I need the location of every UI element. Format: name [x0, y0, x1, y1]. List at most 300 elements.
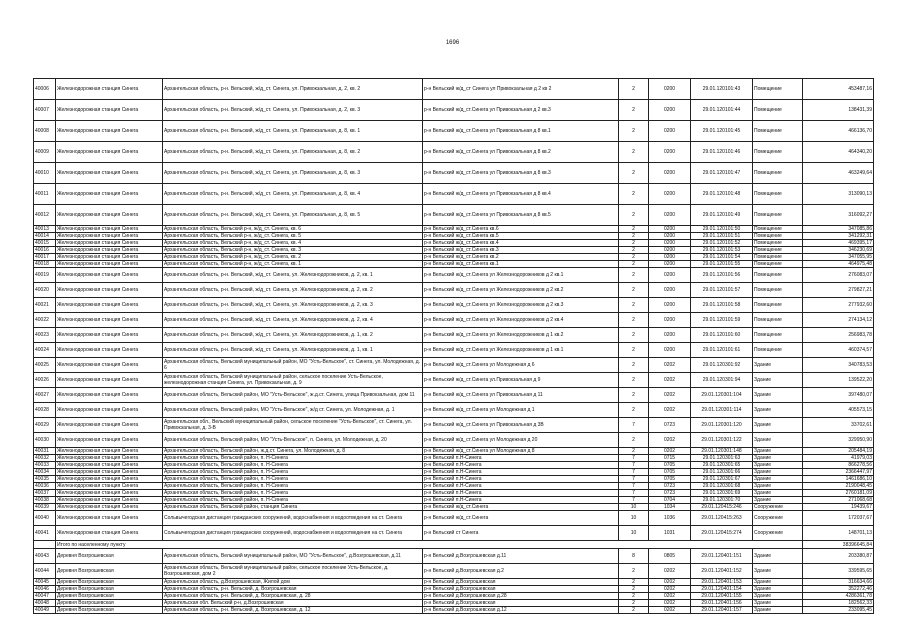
cell-cadastral-value: 182562,33 — [803, 600, 874, 607]
cell-object-name: Деревня Возгрошевская — [56, 600, 163, 607]
cell-row-number: 40019 — [34, 268, 56, 283]
cell-cadastral-number: 29.01.120101:60 — [691, 328, 753, 343]
cell-address: Архангельская область, Вельский район, п. Н-Синега — [163, 469, 423, 476]
cell-row-number: 40023 — [34, 328, 56, 343]
cell-object-name: Железнодорожная станция Синега — [56, 233, 163, 240]
table-row — [34, 328, 874, 343]
cell-address: Архангельская область, Вельский р-н, ж/д_ст. Синега, кв. 6 — [163, 226, 423, 233]
cell-cadastral-value: 271068,68 — [803, 497, 874, 504]
cell-code-subgroup: 0200 — [649, 247, 691, 254]
cell-code-subgroup: 1036 — [649, 511, 691, 526]
cell-code-subgroup: 0202 — [649, 579, 691, 586]
cell-cadastral-value: 352272,46 — [803, 586, 874, 593]
cell-address: Архангельская область, р-н. Вельский, ж/д_ст. Синега, ул. Железнодорожников, д. 2, кв. 4 — [163, 313, 423, 328]
cell-object-type: Помещение — [753, 268, 803, 283]
cell-code-group: 2 — [619, 403, 649, 418]
table-row — [34, 283, 874, 298]
cell-code-group: 2 — [619, 373, 649, 388]
cell-address-short: р-н Вельский ж/д_ст.Синега ул Привокзальная д 8 кв.4 — [423, 184, 619, 205]
cell-code-group: 2 — [619, 205, 649, 226]
cell-cadastral-value: 346230,69 — [803, 247, 874, 254]
cell-address: Архангельская область, р-н. Вельский, ж/д_ст. Синега, ул. Железнодорожников, д. 1, кв. 1 — [163, 343, 423, 358]
cell-object-name: Деревня Возгрошевская — [56, 586, 163, 593]
cell-code-group: 2 — [619, 448, 649, 455]
cell-object-type: Здание — [753, 455, 803, 462]
table-row — [34, 254, 874, 261]
cell-object-name: Деревня Возгрошевская — [56, 549, 163, 564]
cell-object-type: Здание — [753, 448, 803, 455]
cell-cadastral-value: 1461686,10 — [803, 476, 874, 483]
cell-code-group: 2 — [619, 184, 649, 205]
cell-code-subgroup: 0202 — [649, 448, 691, 455]
cell-address-short: р-н Вельский ж/д_ст.Синега — [423, 504, 619, 511]
cell-row-number: 40015 — [34, 240, 56, 247]
cell-row-number: 40007 — [34, 100, 56, 121]
cell-address-short: р-н Вельский д.Возгрошевская — [423, 586, 619, 593]
cell-object-name: Деревня Возгрошевская — [56, 607, 163, 614]
cell-object-type: Помещение — [753, 254, 803, 261]
cell-code-group: 2 — [619, 600, 649, 607]
cell-cadastral-value: 464340,20 — [803, 142, 874, 163]
cell-cadastral-value: 405573,15 — [803, 403, 874, 418]
cell-cadastral-value: 316634,66 — [803, 579, 874, 586]
cell-object-name: Железнодорожная станция Синега — [56, 448, 163, 455]
cell-object-type: Помещение — [753, 283, 803, 298]
cell-address-short: р-н Вельский ж/д_ст.Синега ул Железнодорожников д 2 кв.3 — [423, 298, 619, 313]
cell-row-number: 40020 — [34, 283, 56, 298]
cell-cadastral-number: 29.01.120301:70 — [691, 497, 753, 504]
table-row — [34, 469, 874, 476]
cell-code-group: 2 — [619, 388, 649, 403]
cell-object-type: Здание — [753, 549, 803, 564]
cell-cadastral-number: 29.01.120301:120 — [691, 418, 753, 433]
table-row — [34, 448, 874, 455]
cell-address: Архангельская область, Вельский муниципальный район, сельское поселение Усть-Вельское, д. Возгрошевская, дом 2 — [163, 564, 423, 579]
cell-row-number: 40021 — [34, 298, 56, 313]
cell-cadastral-value: 274134,12 — [803, 313, 874, 328]
cell-code-group: 2 — [619, 254, 649, 261]
cell-code-group: 7 — [619, 483, 649, 490]
cell-code-subgroup: 0200 — [649, 268, 691, 283]
cell-row-number: 40040 — [34, 511, 56, 526]
cell-address: Архангельская область, Вельский р-н, ж/д_ст. Синега, кв. 2 — [163, 254, 423, 261]
cell-row-number: 40028 — [34, 403, 56, 418]
cell-object-type: Здание — [753, 373, 803, 388]
cell-address-short: р-н Вельский д.Возгрошевская — [423, 579, 619, 586]
cell-cadastral-value: 397480,07 — [803, 388, 874, 403]
cell-row-number: 40034 — [34, 469, 56, 476]
table-row — [34, 79, 874, 100]
cell-row-number: 40037 — [34, 490, 56, 497]
cell-code-subgroup: 0200 — [649, 121, 691, 142]
cell-code-subgroup: 0805 — [649, 549, 691, 564]
cell-code-group: 2 — [619, 586, 649, 593]
cell-object-type: Помещение — [753, 163, 803, 184]
cell-cadastral-number: 29.01.120101:61 — [691, 343, 753, 358]
cell-row-number: 40016 — [34, 247, 56, 254]
cell-code-group: 7 — [619, 469, 649, 476]
subtotal-sum: 38396645,84 — [803, 541, 874, 549]
cell-code-group: 2 — [619, 564, 649, 579]
cell-cadastral-value: 464975,48 — [803, 261, 874, 268]
cell-row-number: 40022 — [34, 313, 56, 328]
cell-row-number: 40033 — [34, 462, 56, 469]
cell-object-type: Здание — [753, 497, 803, 504]
cell-object-name: Железнодорожная станция Синега — [56, 121, 163, 142]
cell-row-number: 40032 — [34, 455, 56, 462]
cell-address-short: р-н Вельский ж/д_ст.Синега кв.6 — [423, 226, 619, 233]
cell-address: Архангельская область, р-н. Вельский, д. Возгрошевская — [163, 586, 423, 593]
cell-cadastral-number: 29.01.120301:92 — [691, 358, 753, 373]
cell-code-subgroup: 0705 — [649, 462, 691, 469]
cell-cadastral-number: 29.01.120101:54 — [691, 254, 753, 261]
cell-cadastral-number: 29.01.120301:63 — [691, 455, 753, 462]
cell-cadastral-value: 329950,90 — [803, 433, 874, 448]
cell-address-short: р-н Вельский ж/д_ст.Синега ул Привокзальная д 8 кв.1 — [423, 121, 619, 142]
cell-row-number: 40014 — [34, 233, 56, 240]
cell-address-short: р-н Вельский ж/д_ст.Синега ул Железнодорожников д 2 кв.4 — [423, 313, 619, 328]
cell-code-subgroup: 0202 — [649, 593, 691, 600]
cell-address-short: р-н Вельский ж/д_ст.Синега ул Железнодорожников д 2 кв.1 — [423, 268, 619, 283]
cell-cadastral-value: 340783,53 — [803, 358, 874, 373]
cell-address: Архангельская область, р-н. Вельский, ж/д_ст. Синега, ул. Привокзальная, д. 2, кв. 3 — [163, 100, 423, 121]
cell-address: Архангельская область, Вельский район, МО "Усть-Вельское", ж/д ст. Синега, ул. Молодежная, д. 1 — [163, 403, 423, 418]
cell-row-number: 40030 — [34, 433, 56, 448]
cell-code-subgroup: 0200 — [649, 205, 691, 226]
cell-cadastral-number: 29.01.120301:104 — [691, 388, 753, 403]
cell-code-subgroup: 0200 — [649, 184, 691, 205]
cell-object-type: Помещение — [753, 240, 803, 247]
cell-cadastral-number: 29.01.120401:155 — [691, 593, 753, 600]
cell-cadastral-number: 29.01.120401:153 — [691, 579, 753, 586]
cell-cadastral-number: 29.01.120401:154 — [691, 586, 753, 593]
cell-object-type: Помещение — [753, 298, 803, 313]
cell-address-short: р-н Вельский ж/д_ст.Синега ул Привокзальная д 11 — [423, 388, 619, 403]
cell-cadastral-value: 203380,87 — [803, 549, 874, 564]
cell-row-number: 40009 — [34, 142, 56, 163]
cell-object-type: Здание — [753, 600, 803, 607]
table-row — [34, 593, 874, 600]
cell-row-number: 40018 — [34, 261, 56, 268]
cell-row-number: 40031 — [34, 448, 56, 455]
cell-object-name: Железнодорожная станция Синега — [56, 343, 163, 358]
cell-address-short: р-н Вельский ж/д_ст.Синега ул Молодежная д 8 — [423, 448, 619, 455]
table-row — [34, 240, 874, 247]
cell-cadastral-value: 463249,64 — [803, 163, 874, 184]
cell-object-name: Железнодорожная станция Синега — [56, 469, 163, 476]
cell-code-group: 7 — [619, 462, 649, 469]
cell-cadastral-number: 29.01.120401:152 — [691, 564, 753, 579]
cell-address-short: р-н Вельский п.Н-Синега — [423, 476, 619, 483]
subtotal-section — [34, 541, 874, 549]
cell-address: Архангельская область, Вельский муниципальный район, сельское поселение Усть-Вельское, железнодорожная станция Синега, ул. Привокзальная, д. 9 — [163, 373, 423, 388]
cell-object-type: Помещение — [753, 205, 803, 226]
cell-address: Архангельская область, р-н. Вельский, ж/д_ст. Синега, ул. Железнодорожников, д. 1, кв. 2 — [163, 328, 423, 343]
cell-address: Архангельская область, Вельский район, п. Н-Синега — [163, 476, 423, 483]
cell-row-number: 40041 — [34, 526, 56, 541]
cell-cadastral-value: 2760181,09 — [803, 490, 874, 497]
cell-code-subgroup: 0200 — [649, 313, 691, 328]
table-row — [34, 607, 874, 614]
table-row — [34, 184, 874, 205]
cell-code-subgroup: 0705 — [649, 469, 691, 476]
cell-code-group: 2 — [619, 607, 649, 614]
cell-cadastral-number: 29.01.120301:94 — [691, 373, 753, 388]
cell-row-number: 40038 — [34, 497, 56, 504]
cell-address: Архангельская область, р-н. Вельский, д. Возгрошевская, д. 28 — [163, 593, 423, 600]
cell-address: Архангельская область, Вельский район, ж.д.ст. Синега, ул. Молодежная, д. 8 — [163, 448, 423, 455]
cell-object-name: Железнодорожная станция Синега — [56, 184, 163, 205]
cell-object-type: Здание — [753, 358, 803, 373]
table-row — [34, 226, 874, 233]
cell-cadastral-number: 29.01.120101:45 — [691, 121, 753, 142]
cell-code-subgroup: 0202 — [649, 358, 691, 373]
table-row — [34, 497, 874, 504]
table-row — [34, 403, 874, 418]
cell-cadastral-number: 29.01.120415:274 — [691, 526, 753, 541]
table-row — [34, 268, 874, 283]
cell-code-subgroup: 0202 — [649, 607, 691, 614]
cell-cadastral-value: 339595,65 — [803, 564, 874, 579]
cell-address-short: р-н Вельский д.Возгрошевская д.11 — [423, 549, 619, 564]
cell-code-group: 2 — [619, 240, 649, 247]
cell-row-number: 40029 — [34, 418, 56, 433]
cell-row-number: 40047 — [34, 593, 56, 600]
cell-address-short: р-н Вельский д.Возгрошевская д.2 — [423, 564, 619, 579]
cell-address-short: р-н Вельский ж/д_ст.Синега ул Привокзальная д 8 кв.5 — [423, 205, 619, 226]
cell-cadastral-number: 29.01.120401:157 — [691, 607, 753, 614]
cell-code-subgroup: 0200 — [649, 226, 691, 233]
cell-address: Архангельская область, Вельский р-н, ж/д_ст. Синега, кв. 1 — [163, 261, 423, 268]
cell-address: Архангельская область, Вельский район, МО "Усть-Вельское", ж.д.ст. Синега, улица Привокзальная, дом 11 — [163, 388, 423, 403]
cell-cadastral-number: 29.01.120301:68 — [691, 483, 753, 490]
table-row — [34, 586, 874, 593]
cell-code-subgroup: 0200 — [649, 298, 691, 313]
cell-object-name: Железнодорожная станция Синега — [56, 240, 163, 247]
registry-table — [33, 78, 874, 614]
cell-row-number: 40025 — [34, 358, 56, 373]
cell-cadastral-value: 205484,19 — [803, 448, 874, 455]
cell-cadastral-number: 29.01.120101:43 — [691, 79, 753, 100]
cell-object-name: Железнодорожная станция Синега — [56, 163, 163, 184]
cell-object-type: Помещение — [753, 343, 803, 358]
cell-address-short: р-н Вельский п.Н-Синега — [423, 455, 619, 462]
cell-cadastral-number: 29.01.120301:69 — [691, 490, 753, 497]
cell-cadastral-value: 866278,56 — [803, 462, 874, 469]
cell-cadastral-value: 138431,39 — [803, 100, 874, 121]
cell-object-name: Железнодорожная станция Синега — [56, 490, 163, 497]
cell-object-name: Железнодорожная станция Синега — [56, 476, 163, 483]
cell-code-subgroup: 0200 — [649, 254, 691, 261]
cell-code-group: 2 — [619, 283, 649, 298]
cell-code-subgroup: 1034 — [649, 504, 691, 511]
table-row — [34, 490, 874, 497]
cell-address: Архангельская область, Вельский район, станция Синега — [163, 504, 423, 511]
cell-cadastral-number: 29.01.120101:47 — [691, 163, 753, 184]
cell-address: Архангельская область, Вельский район, МО "Усть-Вельское", п. Синега, ул. Молодежная, д. 20 — [163, 433, 423, 448]
cell-code-subgroup: 0715 — [649, 455, 691, 462]
cell-object-type: Помещение — [753, 79, 803, 100]
cell-address-short: р-н Вельский п.Н-Синега — [423, 483, 619, 490]
cell-cadastral-number: 29.01.120101:56 — [691, 268, 753, 283]
cell-row-number: 40046 — [34, 586, 56, 593]
cell-cadastral-value: 2190048,45 — [803, 483, 874, 490]
cell-object-type: Помещение — [753, 226, 803, 233]
cell-code-subgroup: 0200 — [649, 343, 691, 358]
cell-code-subgroup: 0200 — [649, 142, 691, 163]
cell-object-type: Помещение — [753, 233, 803, 240]
cell-cadastral-number: 29.01.120101:57 — [691, 283, 753, 298]
cell-address-short: р-н Вельский д.Возгрошевская — [423, 600, 619, 607]
table-row — [34, 483, 874, 490]
cell-address-short: р-н Вельский ж/д_ст.Синега ул Привокзальная д 2 кв.3 — [423, 100, 619, 121]
table-row — [34, 142, 874, 163]
cell-address-short: р-н Вельский ж/д_ст.Синега ул Молодежная д 20 — [423, 433, 619, 448]
cell-code-group: 7 — [619, 490, 649, 497]
cell-address-short: р-н Вельский п.Н-Синега — [423, 490, 619, 497]
cell-code-group: 2 — [619, 579, 649, 586]
cell-object-name: Железнодорожная станция Синега — [56, 526, 163, 541]
cell-code-group: 2 — [619, 261, 649, 268]
cell-row-number: 40045 — [34, 579, 56, 586]
cell-object-name: Железнодорожная станция Синега — [56, 462, 163, 469]
cell-address: Архангельская область, Вельский район, п. Н-Синега — [163, 455, 423, 462]
cell-cadastral-number: 29.01.120301:66 — [691, 469, 753, 476]
cell-address-short: р-н Вельский ж/д_ст.Синега ул Привокзальная д 8 кв.3 — [423, 163, 619, 184]
cell-object-name: Железнодорожная станция Синега — [56, 497, 163, 504]
table-row — [34, 100, 874, 121]
cell-row-number: 40036 — [34, 483, 56, 490]
cell-code-group: 2 — [619, 268, 649, 283]
cell-object-type: Помещение — [753, 261, 803, 268]
cell-cadastral-number: 29.01.120101:48 — [691, 184, 753, 205]
table-body-sinega — [34, 79, 874, 541]
table-row — [34, 247, 874, 254]
cell-object-name: Железнодорожная станция Синега — [56, 205, 163, 226]
table-row — [34, 600, 874, 607]
cell-object-type: Здание — [753, 586, 803, 593]
cell-object-name: Железнодорожная станция Синега — [56, 261, 163, 268]
cell-row-number: 40035 — [34, 476, 56, 483]
subtotal-label: Итого по населенному пункту — [56, 541, 803, 549]
cell-address: Архангельская область, Вельский район, п. Н-Синега — [163, 497, 423, 504]
cell-address-short: р-н Вельский ж/д_ст.Синега ул Молодежная д 6 — [423, 358, 619, 373]
cell-object-type: Здание — [753, 490, 803, 497]
cell-code-group: 7 — [619, 476, 649, 483]
cell-row-number: 40039 — [34, 504, 56, 511]
table-row — [34, 549, 874, 564]
cell-row-number: 40027 — [34, 388, 56, 403]
table-row — [34, 564, 874, 579]
cell-object-type: Здание — [753, 607, 803, 614]
cell-address: Архангельская область, Вельский район, п. Н-Синега — [163, 483, 423, 490]
cell-address-short: р-н Вельский п.Н-Синега — [423, 469, 619, 476]
table-row — [34, 579, 874, 586]
cell-address: Архангельская область, р-н. Вельский, ж/д_ст. Синега, ул. Железнодорожников, д. 2, кв. 1 — [163, 268, 423, 283]
cell-code-subgroup: 0200 — [649, 261, 691, 268]
cell-address-short: р-н Вельский д.Возгрошевская д.28 — [423, 593, 619, 600]
cell-code-group: 2 — [619, 343, 649, 358]
cell-code-subgroup: 0200 — [649, 79, 691, 100]
cell-object-type: Помещение — [753, 184, 803, 205]
cell-code-subgroup: 0704 — [649, 497, 691, 504]
cell-row-number: 40048 — [34, 600, 56, 607]
cell-cadastral-value: 313090,13 — [803, 184, 874, 205]
cell-code-group: 2 — [619, 142, 649, 163]
cell-object-name: Железнодорожная станция Синега — [56, 483, 163, 490]
cell-code-subgroup: 0200 — [649, 233, 691, 240]
cell-address: Архангельская область, р-н. Вельский, ж/д_ст. Синега, ул. Железнодорожников, д. 2, кв. 2 — [163, 283, 423, 298]
cell-row-number: 40044 — [34, 564, 56, 579]
cell-code-group: 2 — [619, 233, 649, 240]
cell-address: Архангельская область, д.Возгрошевская, Жилой дом — [163, 579, 423, 586]
table-row — [34, 358, 874, 373]
cell-cadastral-number: 29.01.120101:58 — [691, 298, 753, 313]
cell-row-number: 40010 — [34, 163, 56, 184]
cell-object-type: Сооружение — [753, 504, 803, 511]
cell-cadastral-value: 347085,86 — [803, 226, 874, 233]
cell-code-subgroup: 0723 — [649, 418, 691, 433]
cell-cadastral-number: 29.01.120101:55 — [691, 261, 753, 268]
cell-cadastral-value: 453487,16 — [803, 79, 874, 100]
table-row — [34, 476, 874, 483]
cell-code-subgroup: 0200 — [649, 163, 691, 184]
table-body-vozgroshevskaya — [34, 549, 874, 614]
cell-code-group: 2 — [619, 328, 649, 343]
table-row — [34, 526, 874, 541]
cell-address: Архангельская область, р-н. Вельский, ж/д_ст. Синега, ул. Привокзальная, д. 8, кв. 3 — [163, 163, 423, 184]
cell-cadastral-number: 29.01.120301:148 — [691, 448, 753, 455]
cell-address: Архангельская область, Вельский муниципальный район, МО "Усть-Вельское", д.Возгрошевская, д.11 — [163, 549, 423, 564]
cell-code-group: 2 — [619, 121, 649, 142]
cell-object-name: Железнодорожная станция Синега — [56, 358, 163, 373]
cell-code-group: 2 — [619, 247, 649, 254]
cell-object-name: Железнодорожная станция Синега — [56, 100, 163, 121]
table-row — [34, 373, 874, 388]
cell-object-name: Железнодорожная станция Синега — [56, 283, 163, 298]
cell-code-group: 7 — [619, 455, 649, 462]
cell-code-group: 2 — [619, 100, 649, 121]
table-row — [34, 418, 874, 433]
cell-object-name: Железнодорожная станция Синега — [56, 79, 163, 100]
page-number: 1696 — [445, 40, 460, 46]
cell-code-group: 2 — [619, 298, 649, 313]
cell-code-subgroup: 0723 — [649, 490, 691, 497]
cell-code-group: 2 — [619, 226, 649, 233]
cell-address-short: р-н Вельский ж/д_ст Синега ул Привокзальная д 2 кв 2 — [423, 79, 619, 100]
cell-cadastral-value: 4286361,78 — [803, 593, 874, 600]
cell-object-name: Железнодорожная станция Синега — [56, 511, 163, 526]
cell-address: Архангельская область, Вельский р-н, ж/д_ст. Синега, кв. 3 — [163, 247, 423, 254]
cell-object-type: Здание — [753, 403, 803, 418]
table-row — [34, 121, 874, 142]
cell-row-number: 40049 — [34, 607, 56, 614]
cell-code-group: 2 — [619, 593, 649, 600]
cell-code-group: 10 — [619, 504, 649, 511]
cell-address: Архангельская область, р-н. Вельский, ж/д_ст. Синега, ул. Привокзальная, д. 8, кв. 5 — [163, 205, 423, 226]
cell-code-group: 2 — [619, 358, 649, 373]
cell-address-short: р-н Вельский ж/д_ст.Синега ул Молодежная д 1 — [423, 403, 619, 418]
cell-cadastral-value: 277932,60 — [803, 298, 874, 313]
cell-address: Архангельская область, Вельский район, п. Н-Синега — [163, 462, 423, 469]
cell-code-group: 7 — [619, 418, 649, 433]
cell-cadastral-value: 466136,70 — [803, 121, 874, 142]
cell-code-group: 7 — [619, 497, 649, 504]
cell-cadastral-number: 29.01.120401:156 — [691, 600, 753, 607]
table-row — [34, 504, 874, 511]
cell-cadastral-value: 347055,95 — [803, 254, 874, 261]
cell-cadastral-number: 29.01.120301:114 — [691, 403, 753, 418]
